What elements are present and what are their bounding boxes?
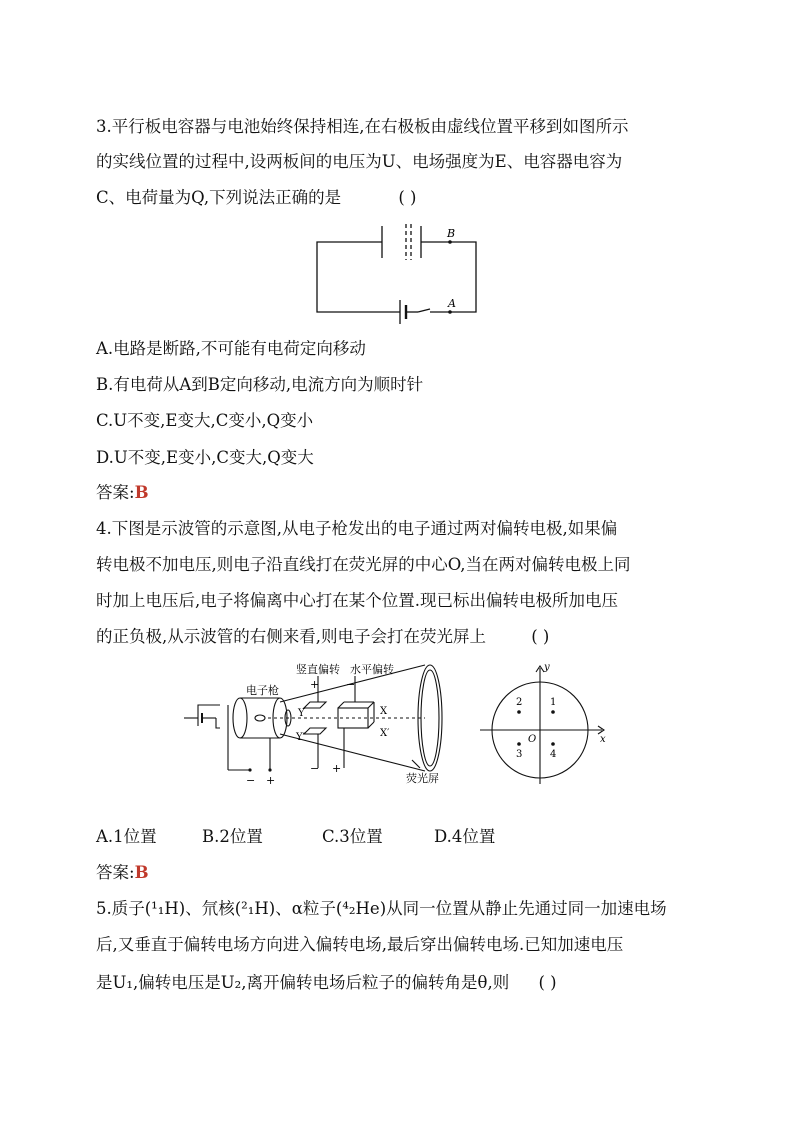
q4-option-d: D.4位置 — [434, 827, 496, 846]
minus-sign-bottom-left: − — [310, 762, 320, 775]
q4-option-a: A.1位置 — [96, 827, 157, 846]
q3-answer-label: 答案: — [96, 483, 135, 502]
q3-text-line-3-body: C、电荷量为Q,下列说法正确的是 — [96, 188, 342, 207]
q5-text-line-3-body: 是U₁,偏转电压是U₂,离开偏转电场后粒子的偏转角是θ,则 — [96, 973, 510, 992]
minus-sign-top-right: − — [346, 678, 356, 691]
q3-answer-paren: ( ) — [398, 188, 417, 207]
q3-option-c: C.U不变,E变大,C变小,Q变小 — [96, 411, 314, 430]
q5-text-line-1: 5.质子(¹₁H)、氘核(²₁H)、α粒子(⁴₂He)从同一位置从静止先通过同一加速电场 — [96, 899, 667, 918]
plus-sign-top-left: + — [310, 678, 320, 691]
q4-answer-paren: ( ) — [531, 627, 550, 646]
q3-option-b: B.有电荷从A到B定向移动,电流方向为顺时针 — [96, 375, 424, 394]
q5-answer-paren: ( ) — [538, 973, 557, 992]
q3-answer-row — [96, 482, 149, 504]
q3-text-line-1: 3.平行板电容器与电池始终保持相连,在右极板由虚线位置平移到如图所示 — [96, 117, 629, 136]
label-electron-gun: 电子枪 — [246, 684, 279, 697]
position-3-dot — [517, 742, 521, 746]
position-2-dot — [517, 710, 521, 714]
label-x-prime-plate: X′ — [380, 728, 390, 739]
q3-text-line-3 — [96, 187, 416, 209]
minus-sign-gun: − — [246, 774, 256, 785]
q5-text-line-3 — [96, 972, 557, 994]
q3-option-a: A.电路是断路,不可能有电荷定向移动 — [96, 339, 366, 358]
q4-screen-view-diagram — [478, 660, 618, 785]
axis-x-label: x — [600, 734, 606, 745]
label-vertical-deflection: 竖直偏转 — [296, 663, 340, 676]
q3-text-line-2: 的实线位置的过程中,设两板间的电压为U、电场强度为E、电容器电容为 — [96, 152, 623, 171]
q3-answer-value: B — [134, 483, 149, 502]
q3-capacitor-circuit-diagram — [310, 220, 485, 330]
label-b: B — [447, 227, 456, 240]
label-y-prime-plate: Y′ — [296, 732, 305, 743]
q4-answer-label: 答案: — [96, 863, 135, 882]
position-3-label: 3 — [516, 749, 523, 760]
point-b-dot — [448, 240, 452, 244]
plus-sign-bottom-right: + — [332, 762, 342, 775]
position-1-label: 1 — [550, 697, 557, 708]
q4-text-line-4 — [96, 626, 549, 648]
position-2-label: 2 — [516, 697, 523, 708]
q4-text-line-3: 时加上电压后,电子将偏离中心打在某个位置.现已标出偏转电极所加电压 — [96, 591, 618, 610]
q4-answer-row — [96, 862, 149, 884]
q3-option-d: D.U不变,E变小,C变大,Q变大 — [96, 448, 314, 467]
origin-label: O — [528, 734, 537, 745]
label-x-plate: X — [380, 706, 388, 717]
q4-text-line-2: 转电极不加电压,则电子沿直线打在荧光屏的中心O,当在两对偏转电极上同 — [96, 555, 631, 574]
q4-text-line-1: 4.下图是示波管的示意图,从电子枪发出的电子通过两对偏转电极,如果偏 — [96, 519, 618, 538]
position-4-label: 4 — [550, 749, 557, 760]
label-a: A — [448, 297, 456, 310]
label-fluorescent-screen: 荧光屏 — [406, 772, 439, 785]
label-y-plate: Y — [298, 708, 305, 719]
q4-answer-value: B — [134, 863, 149, 882]
q4-option-b: B.2位置 — [202, 827, 263, 846]
plus-sign-gun: + — [266, 774, 276, 785]
axis-y-label: y — [544, 662, 550, 673]
q4-oscilloscope-tube-diagram — [180, 660, 460, 785]
position-4-dot — [551, 742, 555, 746]
position-1-dot — [551, 710, 555, 714]
q4-option-c: C.3位置 — [322, 827, 383, 846]
q4-text-line-4-body: 的正负极,从示波管的右侧来看,则电子会打在荧光屏上 — [96, 627, 486, 646]
point-a-dot — [448, 310, 452, 314]
label-horizontal-deflection: 水平偏转 — [350, 663, 394, 676]
q5-text-line-2: 后,又垂直于偏转电场方向进入偏转电场,最后穿出偏转电场.已知加速电压 — [96, 935, 624, 954]
